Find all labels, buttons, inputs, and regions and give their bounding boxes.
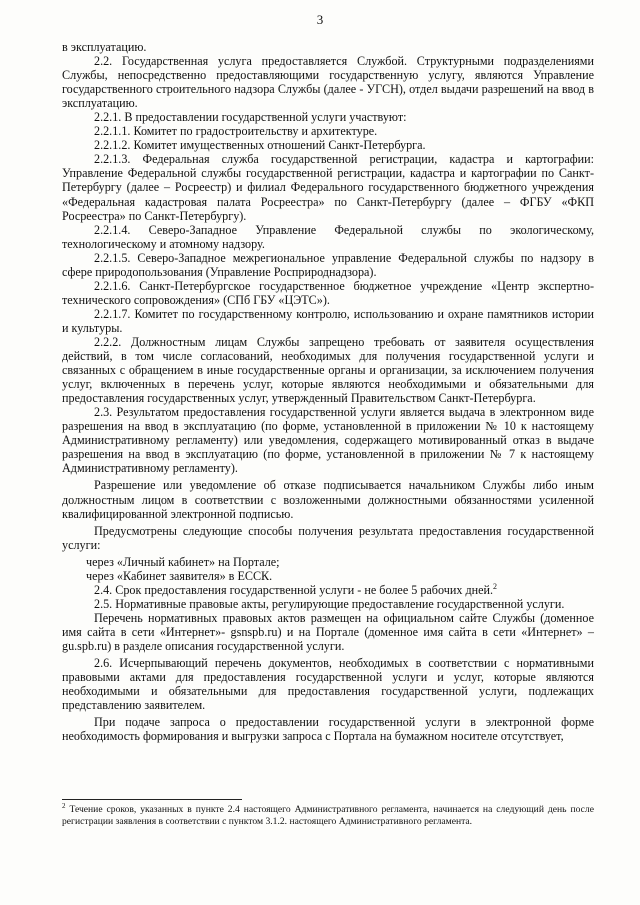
list-item-applicant-cabinet: через «Кабинет заявителя» в ЕССК. <box>86 568 273 583</box>
footnote-text: Течение сроков, указанных в пункте 2.4 настоящего Административного регламента, начинается на следующий день после регистрации заявления в соответствии с пунктом 3.1.2. настоящего Административного регламента. <box>62 804 594 827</box>
paragraph-result-methods: Предусмотрены следующие способы получения результата предоставления государственной услуги: <box>62 523 594 552</box>
paragraph-legal-acts: Перечень нормативных правовых актов размещен на официальном сайте Службы (доменное имя сайта в сети «Интернет»- gsnspb.ru) и на Портале (доменное имя сайта в сети «Интернет» – gu.spb.ru) в разделе описания государственной услуги. <box>62 610 594 653</box>
page-number: 3 <box>316 12 324 27</box>
paragraph-2-2-1-2: 2.2.1.2. Комитет имущественных отношений Санкт-Петербурга. <box>94 138 426 153</box>
paragraph-2-2-1: 2.2.1. В предоставлении государственной услуги участвуют: <box>94 110 407 125</box>
paragraph-electronic-request: При подаче запроса о предоставлении государственной услуги в электронной форме необходимость формирования и выгрузки запроса с Портала на бумажном носителе отсутствует, <box>62 715 594 744</box>
paragraph-2-2-1-5: 2.2.1.5. Северо-Западное межрегиональное управление Федеральной службы по надзору в сфере природопользования (Управление Росприроднадзора). <box>62 250 594 279</box>
paragraph-2-4-text: 2.4. Срок предоставления государственной услуги - не более 5 рабочих дней. <box>94 582 494 597</box>
list-item-personal-cabinet: через «Личный кабинет» на Портале; <box>86 554 280 569</box>
paragraph-2-2-2: 2.2.2. Должностным лицам Службы запрещено требовать от заявителя осуществления действий, в том числе согласований, необходимых для получения государственной услуги и связанных с обращением в иные государственные органы и организации, за исключением получения услуг, включенных в перечень услуг, которые являются необходимыми и обязательными для предоставления государственных услуг, утвержденный Правительством Санкт-Петербурга. <box>62 334 594 406</box>
paragraph-2-2-1-4: 2.2.1.4. Северо-Западное Управление Федеральной службы по экологическому, технологическому и атомному надзору. <box>62 222 594 251</box>
paragraph-2-6: 2.6. Исчерпывающий перечень документов, необходимых в соответствии с нормативными правовыми актами для предоставления государственной услуги и услуг, которые являются необходимыми и обязательными для предоставления государственной услуги, подлежащих представлению заявителем. <box>62 656 594 713</box>
document-body <box>62 40 594 743</box>
paragraph-2-2-1-1: 2.2.1.1. Комитет по градостроительству и архитектуре. <box>94 124 378 139</box>
paragraph-2-2-1-6: 2.2.1.6. Санкт-Петербургское государственное бюджетное учреждение «Центр экспертно-технического сопровождения» (СПб ГБУ «ЦЭТС»). <box>62 278 594 307</box>
footnote-separator <box>62 799 242 800</box>
footnote <box>62 801 594 828</box>
paragraph-2-2-1-3: 2.2.1.3. Федеральная служба государственной регистрации, кадастра и картографии: Управление Федеральной службы государственной регистрации, кадастра и картографии по Санкт-Петербургу (далее – Росреестр) и филиал Федерального государственного бюджетного учреждения «Федеральная кадастровая палата Росреестра» по Санкт-Петербургу (далее – ФГБУ «ФКП Росреестра» по Санкт-Петербургу). <box>62 152 594 223</box>
paragraph-continuation: в эксплуатацию. <box>62 40 147 54</box>
paragraph-2-4 <box>62 583 594 597</box>
paragraph-2-5: 2.5. Нормативные правовые акты, регулирующие предоставление государственной услуги. <box>94 596 565 611</box>
footnote-reference: 2 <box>493 581 498 591</box>
paragraph-2-3: 2.3. Результатом предоставления государственной услуги является выдача в электронном виде разрешения на ввод в эксплуатацию (по форме, установленной в приложении № 10 к настоящему Административному регламенту) или уведомления, содержащего мотивированный отказ в выдаче разрешения на ввод в эксплуатацию (по форме, установленной в приложении № 7 к настоящему Административному регламенту). <box>62 405 594 476</box>
paragraph-2-2-1-7: 2.2.1.7. Комитет по государственному контролю, использованию и охране памятников истории и культуры. <box>62 306 594 335</box>
paragraph-2-2: 2.2. Государственная услуга предоставляется Службой. Структурными подразделениями Службы, непосредственно предоставляющими государственную услугу, являются Управление государственного строительного надзора Службы (далее - УГСН), отдел выдачи разрешений на ввод в эксплуатацию. <box>62 54 594 111</box>
paragraph-signature: Разрешение или уведомление об отказе подписывается начальником Службы либо иным должностным лицом в соответствии с возложенными должностными обязанностями усиленной квалифицированной электронной подписью. <box>62 478 594 521</box>
footnote-mark: 2 <box>62 801 66 810</box>
